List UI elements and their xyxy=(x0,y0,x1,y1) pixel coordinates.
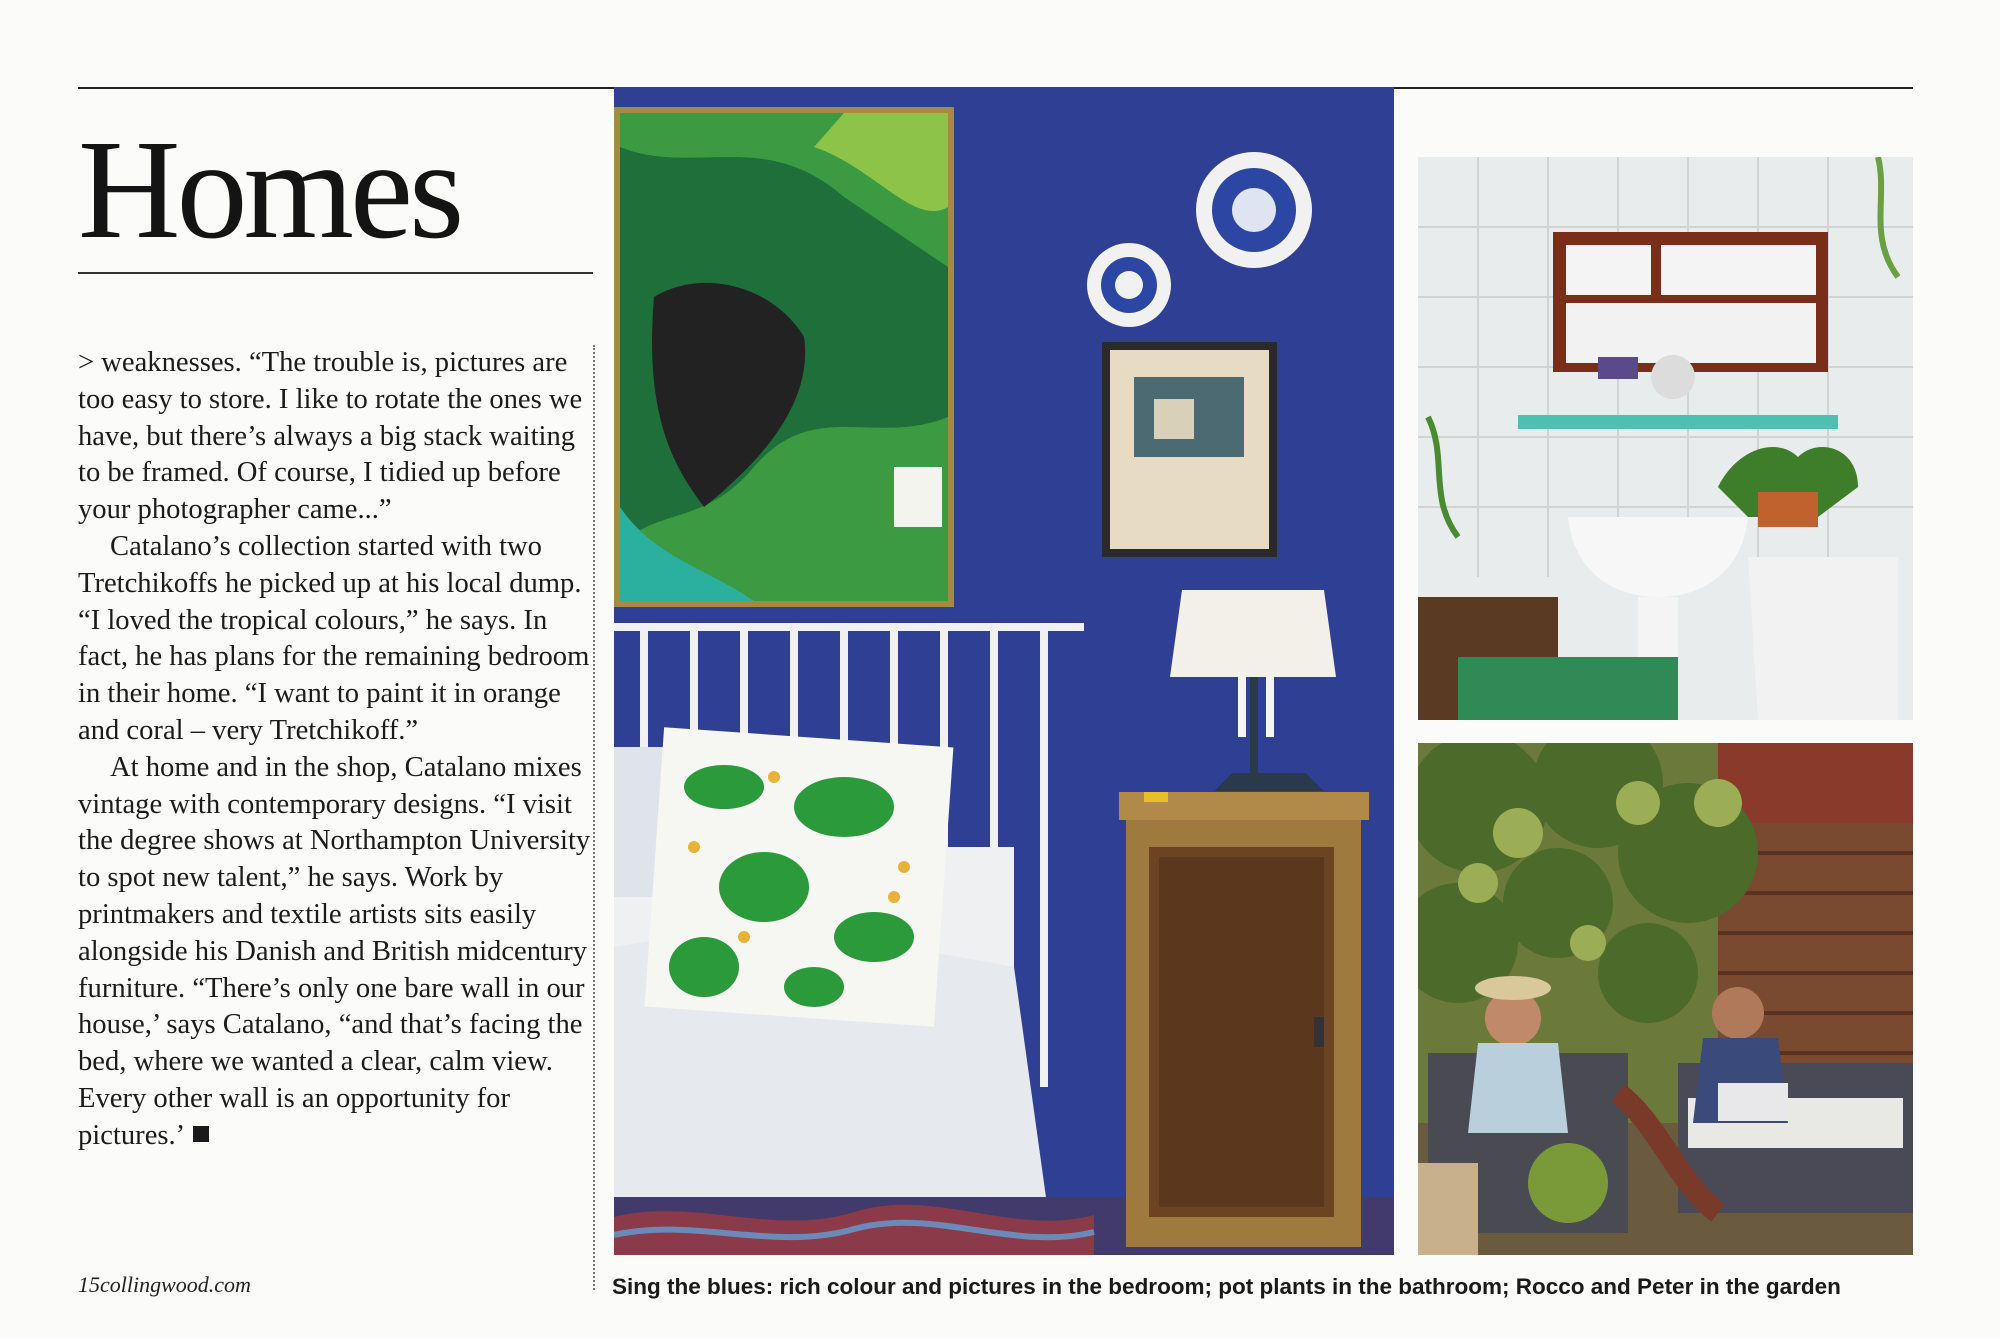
bathroom-illustration xyxy=(1418,157,1913,720)
article-paragraph: > weaknesses. “The trouble is, pictures are too easy to store. I like to rotate the ones we have, but there’s always a big stack waiting to be framed. Of course, I tidied up before your photographer came...” xyxy=(78,347,583,526)
article-paragraph-last xyxy=(78,750,598,1155)
garden-photo xyxy=(1418,743,1913,1255)
garden-illustration xyxy=(1418,743,1913,1255)
bedroom-photo xyxy=(614,87,1394,1255)
article-body xyxy=(78,345,598,1155)
bathroom-photo xyxy=(1418,157,1913,720)
article-paragraph: Catalano’s collection started with two Tretchikoffs he picked up at his local dump. “I loved the tropical colours,” he says. In fact, he has plans for the remaining bedroom in their home. “I want to paint it in orange and coral – very Tretchikoff.” xyxy=(78,530,590,746)
article-paragraph-text: At home and in the shop, Catalano mixes vintage with contemporary designs. “I visit the degree shows at Northampton University to spot new talent,” he says. Work by printmakers and textile artists sits easily alongside his Danish and British midcentury furniture. “There’s only one bare wall in our house,’ says Catalano, “and that’s facing the bed, where we wanted a clear, calm view. Every other wall is an opportunity for pictures.’ xyxy=(78,751,591,1151)
photo-caption: Sing the blues: rich colour and pictures in the bedroom; pot plants in the bathroom; Rocco and Peter in the garden xyxy=(612,1274,1841,1299)
column-divider xyxy=(593,345,595,1290)
website-credit: 15collingwood.com xyxy=(78,1272,251,1297)
end-mark-icon xyxy=(193,1126,209,1142)
title-rule xyxy=(78,272,593,274)
bedroom-illustration xyxy=(614,87,1394,1255)
section-title: Homes xyxy=(78,110,461,268)
